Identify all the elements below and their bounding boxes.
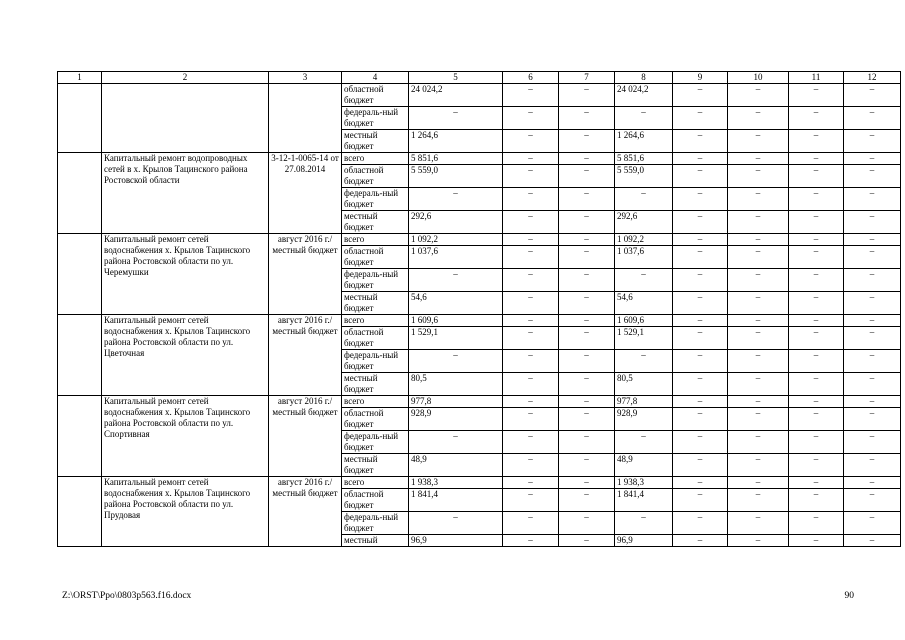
value-cell-c6: – [503,211,559,234]
value-cell-c9: – [673,408,728,431]
value-cell-c6: – [503,477,559,489]
value-cell-c6: – [503,350,559,373]
value-cell-c5: 96,9 [409,535,503,547]
value-cell-c7: – [559,373,615,396]
value-cell-c10: – [728,188,789,211]
value-cell-c7: – [559,234,615,246]
value-cell-c6: – [503,234,559,246]
funding-source-cell: федераль-ный бюджет [342,431,409,454]
value-cell-c8: 48,9 [615,454,673,477]
value-cell-c5: 1 938,3 [409,477,503,489]
funding-source-cell: местный бюджет [342,211,409,234]
column-number: 9 [673,72,728,84]
value-cell-c6: – [503,165,559,188]
value-cell-c6: – [503,188,559,211]
value-cell-c12: – [844,512,901,535]
value-cell-c11: – [789,454,844,477]
funding-source-cell: всего [342,153,409,165]
value-cell-c6: – [503,130,559,153]
value-cell-c10: – [728,512,789,535]
value-cell-c7: – [559,153,615,165]
object-name-cell: Капитальный ремонт сетей водоснабжения х. Крылов Тацинского района Ростовской области по ул. Спортивная [102,396,269,477]
value-cell-c5: 1 609,6 [409,315,503,327]
value-cell-c10: – [728,535,789,547]
value-cell-c5: 1 264,6 [409,130,503,153]
value-cell-c9: – [673,454,728,477]
value-cell-c11: – [789,188,844,211]
value-cell-c10: – [728,153,789,165]
date-source-cell: август 2016 г./ местный бюджет [269,234,342,315]
value-cell-c9: – [673,107,728,130]
funding-source-cell: областной бюджет [342,165,409,188]
value-cell-c12: – [844,431,901,454]
value-cell-c9: – [673,292,728,315]
value-cell-c12: – [844,327,901,350]
value-cell-c5: – [409,512,503,535]
value-cell-c11: – [789,211,844,234]
value-cell-c6: – [503,396,559,408]
value-cell-c5: 54,6 [409,292,503,315]
value-cell-c11: – [789,535,844,547]
value-cell-c7: – [559,512,615,535]
date-source-cell [269,84,342,153]
budget-table [57,71,901,547]
funding-source-cell: федераль-ный бюджет [342,107,409,130]
table-row [58,234,901,246]
value-cell-c9: – [673,84,728,107]
value-cell-c9: – [673,373,728,396]
table-row [58,315,901,327]
value-cell-c11: – [789,269,844,292]
value-cell-c10: – [728,211,789,234]
value-cell-c5: 5 851,6 [409,153,503,165]
value-cell-c10: – [728,165,789,188]
value-cell-c6: – [503,535,559,547]
value-cell-c10: – [728,315,789,327]
funding-source-cell: областной бюджет [342,327,409,350]
object-name-cell: Капитальный ремонт сетей водоснабжения х. Крылов Тацинского района Ростовской области по ул. Прудовая [102,477,269,547]
value-cell-c10: – [728,489,789,512]
value-cell-c7: – [559,489,615,512]
funding-source-cell: всего [342,396,409,408]
value-cell-c8: 977,8 [615,396,673,408]
value-cell-c7: – [559,327,615,350]
value-cell-c7: – [559,211,615,234]
value-cell-c12: – [844,350,901,373]
value-cell-c12: – [844,130,901,153]
value-cell-c5: – [409,431,503,454]
value-cell-c9: – [673,130,728,153]
value-cell-c11: – [789,107,844,130]
value-cell-c11: – [789,396,844,408]
value-cell-c12: – [844,477,901,489]
column-number-row [58,72,901,84]
value-cell-c10: – [728,269,789,292]
funding-source-cell: федераль-ный бюджет [342,269,409,292]
value-cell-c12: – [844,396,901,408]
value-cell-c10: – [728,408,789,431]
value-cell-c12: – [844,315,901,327]
document-file-path: Z:\ORST\Ppo\0803p563.f16.docx [62,591,192,601]
value-cell-c9: – [673,269,728,292]
value-cell-c5: – [409,350,503,373]
funding-source-cell: местный [342,535,409,547]
value-cell-c6: – [503,84,559,107]
value-cell-c10: – [728,396,789,408]
value-cell-c9: – [673,431,728,454]
object-name-cell: Капитальный ремонт сетей водоснабжения х. Крылов Тацинского района Ростовской области по ул. Цветочная [102,315,269,396]
budget-table-container [57,71,901,547]
value-cell-c5: 5 559,0 [409,165,503,188]
value-cell-c5: – [409,107,503,130]
value-cell-c12: – [844,373,901,396]
value-cell-c6: – [503,315,559,327]
value-cell-c7: – [559,188,615,211]
value-cell-c7: – [559,431,615,454]
value-cell-c9: – [673,396,728,408]
column-number: 12 [844,72,901,84]
date-source-cell: август 2016 г./ местный бюджет [269,315,342,396]
value-cell-c6: – [503,327,559,350]
funding-source-cell: местный бюджет [342,373,409,396]
value-cell-c11: – [789,234,844,246]
column-number: 11 [789,72,844,84]
value-cell-c7: – [559,408,615,431]
value-cell-c6: – [503,269,559,292]
value-cell-c11: – [789,84,844,107]
item-number-cell [58,315,102,396]
value-cell-c10: – [728,454,789,477]
table-row [58,153,901,165]
value-cell-c11: – [789,165,844,188]
value-cell-c7: – [559,454,615,477]
value-cell-c7: – [559,396,615,408]
value-cell-c12: – [844,408,901,431]
value-cell-c7: – [559,535,615,547]
value-cell-c12: – [844,454,901,477]
value-cell-c8: – [615,431,673,454]
value-cell-c5: 48,9 [409,454,503,477]
value-cell-c5: 1 037,6 [409,246,503,269]
value-cell-c6: – [503,153,559,165]
value-cell-c12: – [844,292,901,315]
value-cell-c11: – [789,431,844,454]
column-number: 8 [615,72,673,84]
column-number: 10 [728,72,789,84]
value-cell-c8: 1 529,1 [615,327,673,350]
value-cell-c7: – [559,84,615,107]
value-cell-c8: 24 024,2 [615,84,673,107]
value-cell-c11: – [789,315,844,327]
value-cell-c8: 292,6 [615,211,673,234]
value-cell-c8: 5 559,0 [615,165,673,188]
value-cell-c9: – [673,315,728,327]
funding-source-cell: федераль-ный бюджет [342,350,409,373]
value-cell-c7: – [559,165,615,188]
value-cell-c12: – [844,535,901,547]
column-number: 4 [342,72,409,84]
value-cell-c11: – [789,246,844,269]
value-cell-c8: 80,5 [615,373,673,396]
date-source-cell: август 2016 г./ местный бюджет [269,396,342,477]
value-cell-c6: – [503,373,559,396]
value-cell-c10: – [728,292,789,315]
value-cell-c5: 1 092,2 [409,234,503,246]
value-cell-c11: – [789,350,844,373]
value-cell-c12: – [844,211,901,234]
value-cell-c11: – [789,327,844,350]
value-cell-c5: 292,6 [409,211,503,234]
value-cell-c7: – [559,107,615,130]
column-number: 6 [503,72,559,84]
value-cell-c9: – [673,211,728,234]
value-cell-c11: – [789,373,844,396]
value-cell-c12: – [844,84,901,107]
value-cell-c12: – [844,153,901,165]
value-cell-c10: – [728,107,789,130]
funding-source-cell: местный бюджет [342,130,409,153]
item-number-cell [58,84,102,153]
value-cell-c12: – [844,107,901,130]
page-number: 90 [844,591,854,601]
column-number: 1 [58,72,102,84]
column-number: 2 [102,72,269,84]
value-cell-c6: – [503,107,559,130]
column-number: 7 [559,72,615,84]
table-body [58,72,901,547]
value-cell-c12: – [844,269,901,292]
value-cell-c6: – [503,431,559,454]
value-cell-c7: – [559,350,615,373]
value-cell-c6: – [503,512,559,535]
value-cell-c11: – [789,489,844,512]
object-name-cell: Капитальный ремонт водопроводных сетей в х. Крылов Тацинского района Ростовской области [102,153,269,234]
value-cell-c9: – [673,153,728,165]
value-cell-c7: – [559,246,615,269]
value-cell-c10: – [728,246,789,269]
object-name-cell [102,84,269,153]
value-cell-c8: 1 841,4 [615,489,673,512]
column-number: 3 [269,72,342,84]
value-cell-c9: – [673,512,728,535]
value-cell-c7: – [559,477,615,489]
value-cell-c7: – [559,269,615,292]
object-name-cell: Капитальный ремонт сетей водоснабжения х. Крылов Тацинского района Ростовской области по ул. Черемушки [102,234,269,315]
value-cell-c9: – [673,327,728,350]
value-cell-c12: – [844,188,901,211]
value-cell-c11: – [789,512,844,535]
date-source-cell: август 2016 г./ местный бюджет [269,477,342,547]
value-cell-c7: – [559,292,615,315]
funding-source-cell: местный бюджет [342,292,409,315]
funding-source-cell: местный бюджет [342,454,409,477]
value-cell-c9: – [673,477,728,489]
column-number: 5 [409,72,503,84]
value-cell-c6: – [503,246,559,269]
value-cell-c8: – [615,269,673,292]
value-cell-c5: 1 529,1 [409,327,503,350]
funding-source-cell: всего [342,477,409,489]
value-cell-c5: – [409,188,503,211]
value-cell-c6: – [503,408,559,431]
value-cell-c11: – [789,408,844,431]
funding-source-cell: всего [342,234,409,246]
value-cell-c7: – [559,315,615,327]
value-cell-c5: – [409,269,503,292]
item-number-cell [58,234,102,315]
value-cell-c8: 1 938,3 [615,477,673,489]
value-cell-c10: – [728,130,789,153]
value-cell-c5: 977,8 [409,396,503,408]
value-cell-c11: – [789,153,844,165]
funding-source-cell: федераль-ный бюджет [342,512,409,535]
value-cell-c10: – [728,327,789,350]
value-cell-c12: – [844,489,901,512]
value-cell-c9: – [673,234,728,246]
value-cell-c8: 1 092,2 [615,234,673,246]
value-cell-c9: – [673,188,728,211]
funding-source-cell: областной бюджет [342,84,409,107]
value-cell-c11: – [789,477,844,489]
value-cell-c8: 54,6 [615,292,673,315]
date-source-cell: 3-12-1-0065-14 от 27.08.2014 [269,153,342,234]
value-cell-c8: 5 851,6 [615,153,673,165]
value-cell-c8: 928,9 [615,408,673,431]
value-cell-c6: – [503,454,559,477]
value-cell-c12: – [844,165,901,188]
funding-source-cell: областной бюджет [342,489,409,512]
funding-source-cell: областной бюджет [342,408,409,431]
value-cell-c8: – [615,350,673,373]
value-cell-c6: – [503,489,559,512]
table-row [58,84,901,107]
value-cell-c9: – [673,489,728,512]
value-cell-c10: – [728,350,789,373]
value-cell-c10: – [728,84,789,107]
item-number-cell [58,396,102,477]
value-cell-c10: – [728,234,789,246]
value-cell-c6: – [503,292,559,315]
funding-source-cell: федераль-ный бюджет [342,188,409,211]
value-cell-c8: 96,9 [615,535,673,547]
value-cell-c8: 1 037,6 [615,246,673,269]
value-cell-c8: – [615,188,673,211]
item-number-cell [58,477,102,547]
value-cell-c11: – [789,130,844,153]
item-number-cell [58,153,102,234]
value-cell-c9: – [673,165,728,188]
value-cell-c8: – [615,512,673,535]
value-cell-c8: 1 264,6 [615,130,673,153]
value-cell-c12: – [844,246,901,269]
funding-source-cell: всего [342,315,409,327]
value-cell-c12: – [844,234,901,246]
table-row [58,396,901,408]
value-cell-c9: – [673,350,728,373]
value-cell-c5: 80,5 [409,373,503,396]
value-cell-c7: – [559,130,615,153]
value-cell-c8: 1 609,6 [615,315,673,327]
value-cell-c5: 928,9 [409,408,503,431]
value-cell-c9: – [673,246,728,269]
value-cell-c10: – [728,477,789,489]
value-cell-c10: – [728,373,789,396]
value-cell-c11: – [789,292,844,315]
value-cell-c8: – [615,107,673,130]
table-row [58,477,901,489]
value-cell-c5: 1 841,4 [409,489,503,512]
value-cell-c9: – [673,535,728,547]
funding-source-cell: областной бюджет [342,246,409,269]
value-cell-c10: – [728,431,789,454]
value-cell-c5: 24 024,2 [409,84,503,107]
